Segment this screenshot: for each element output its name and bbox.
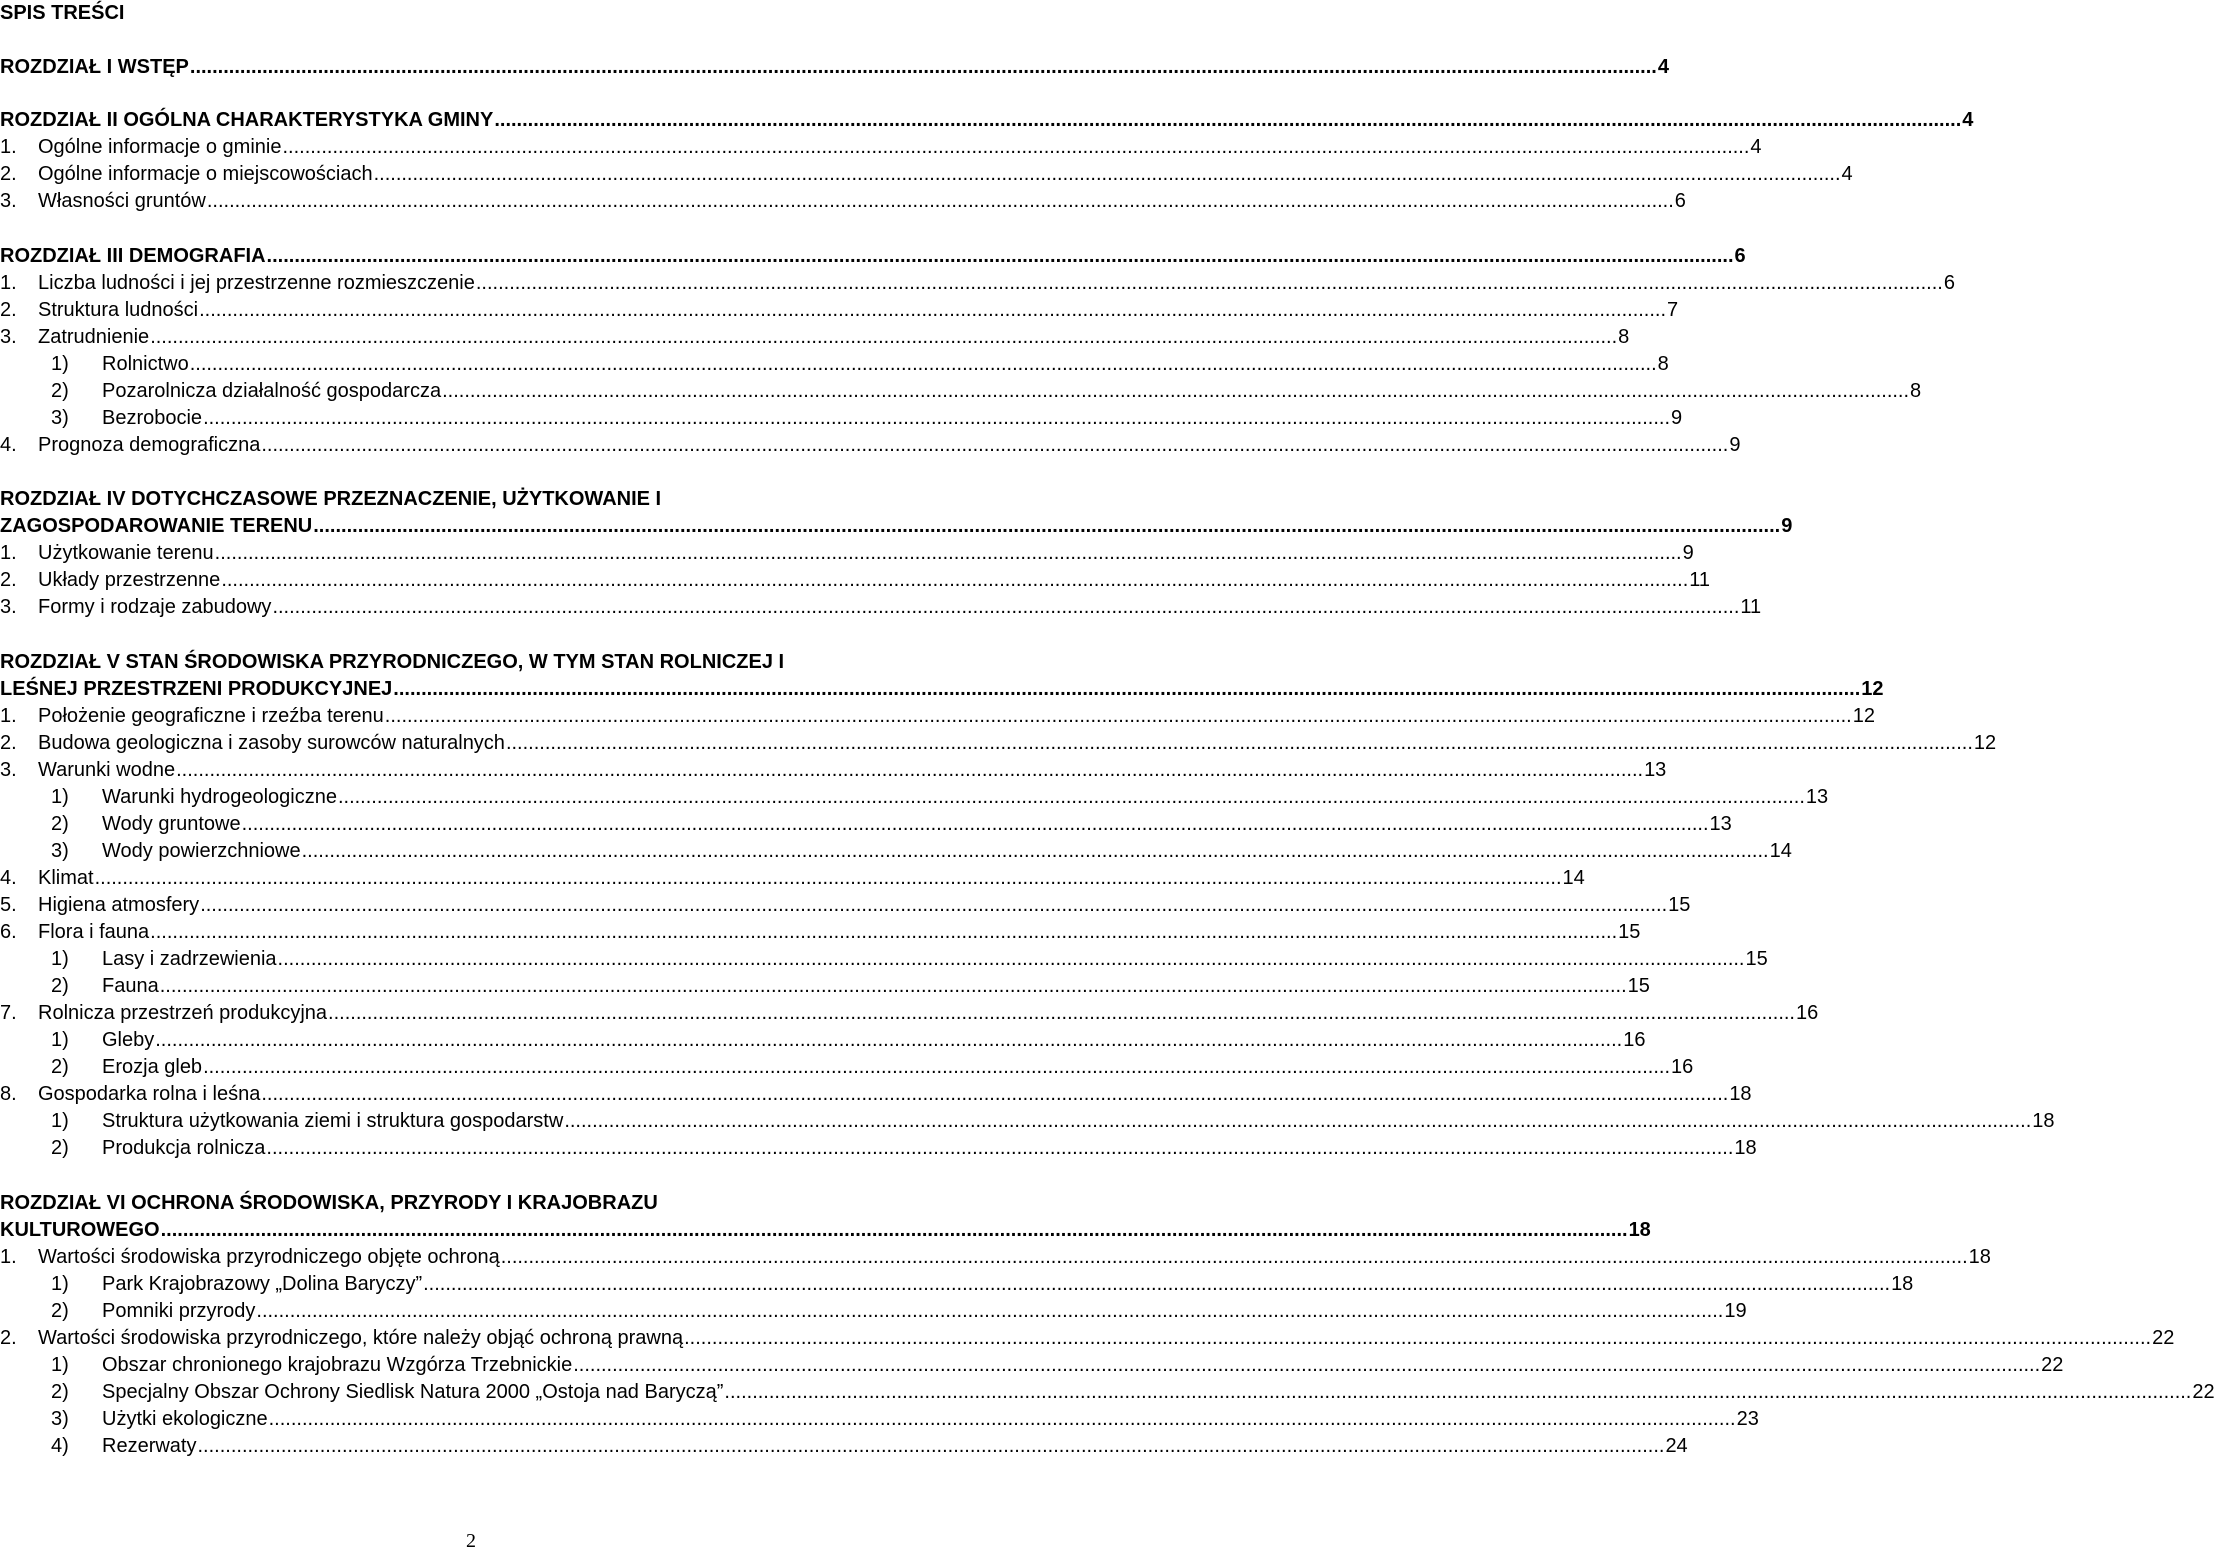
entry-number: 1)	[51, 948, 69, 970]
entry-title: Pozarolnicza działalność gospodarcza	[102, 380, 442, 402]
entry-title: ROZDZIAŁ I WSTĘP	[0, 56, 189, 78]
entry-page-number: 9	[1682, 542, 1694, 564]
toc-entry[interactable]	[0, 1244, 1991, 1270]
entry-title: Ogólne informacje o gminie	[38, 136, 282, 158]
entry-title: Gleby	[102, 1029, 155, 1051]
entry-title: Rolnictwo	[102, 353, 189, 375]
entry-title: Własności gruntów	[38, 190, 206, 212]
entry-page-number: 12	[1973, 732, 1997, 754]
dot-leader	[203, 1054, 1670, 1080]
entry-title: Wartości środowiska przyrodniczego, które należy objąć ochroną prawną	[38, 1327, 684, 1349]
entry-number: 2.	[0, 569, 17, 591]
toc-entry[interactable]	[0, 134, 1762, 160]
toc-entry[interactable]	[0, 1000, 1819, 1026]
toc-entry[interactable]	[0, 1054, 1694, 1080]
entry-number: 2)	[51, 813, 69, 835]
entry-page-number: 23	[1736, 1408, 1759, 1430]
toc-entry[interactable]	[0, 161, 1853, 187]
entry-page-number: 16	[1795, 1002, 1819, 1024]
entry-page-number: 4	[1841, 163, 1853, 185]
dot-leader	[190, 351, 1657, 377]
toc-entry[interactable]	[0, 919, 1641, 945]
dot-leader	[197, 1433, 1664, 1459]
toc-entry[interactable]	[0, 1081, 1752, 1107]
chapter-heading-line: ROZDZIAŁ IV DOTYCHCZASOWE PRZEZNACZENIE, UŻYTKOWANIE I	[0, 488, 662, 510]
toc-entry[interactable]	[0, 973, 1650, 999]
dot-leader	[269, 1406, 1736, 1432]
entry-number: 1)	[51, 353, 69, 375]
entry-page-number: 4	[1657, 56, 1669, 78]
entry-title: ROZDZIAŁ II OGÓLNA CHARAKTERYSTYKA GMINY	[0, 109, 494, 131]
entry-page-number: 11	[1689, 569, 1711, 591]
entry-number: 3.	[0, 759, 17, 781]
entry-title: Warunki hydrogeologiczne	[102, 786, 337, 808]
entry-page-number: 4	[1750, 136, 1762, 158]
entry-title: Park Krajobrazowy „Dolina Baryczy”	[102, 1273, 423, 1295]
toc-entry[interactable]	[0, 1433, 1688, 1459]
entry-title: ZAGOSPODAROWANIE TERENU	[0, 515, 313, 537]
entry-number: 2.	[0, 299, 17, 321]
entry-number: 1.	[0, 272, 17, 294]
entry-title: Wody powierzchniowe	[102, 840, 301, 862]
entry-number: 4)	[51, 1435, 69, 1457]
page-number: 2	[466, 1530, 476, 1552]
entry-number: 3)	[51, 1408, 69, 1430]
entry-page-number: 12	[1852, 705, 1875, 727]
entry-number: 1.	[0, 542, 17, 564]
entry-number: 1)	[51, 1029, 69, 1051]
entry-title: Obszar chronionego krajobrazu Wzgórza Trzebnickie	[102, 1354, 573, 1376]
dot-leader	[190, 54, 1657, 80]
dot-leader	[302, 838, 1769, 864]
toc-entry[interactable]	[0, 946, 1768, 972]
entry-title: Zatrudnienie	[38, 326, 150, 348]
entry-page-number: 6	[1943, 272, 1955, 294]
entry-page-number: 15	[1618, 921, 1641, 943]
entry-number: 5.	[0, 894, 17, 916]
entry-page-number: 4	[1962, 109, 1974, 131]
toc-entry[interactable]	[0, 405, 1683, 431]
entry-title: Użytki ekologiczne	[102, 1408, 268, 1430]
dot-leader	[242, 811, 1709, 837]
toc-chapter-entry[interactable]	[0, 513, 1793, 539]
toc-heading: SPIS TREŚCI	[0, 2, 125, 24]
toc-entry[interactable]	[0, 730, 1997, 756]
entry-page-number: 18	[1729, 1083, 1752, 1105]
dot-leader	[476, 270, 1943, 296]
entry-title: Struktura użytkowania ziemi i struktura gospodarstw	[102, 1110, 564, 1132]
entry-title: Układy przestrzenne	[38, 569, 221, 591]
dot-leader	[160, 973, 1627, 999]
entry-title: Erozja gleb	[102, 1056, 203, 1078]
entry-page-number: 14	[1562, 867, 1585, 889]
entry-title: Wartości środowiska przyrodniczego objęte ochroną	[38, 1246, 500, 1268]
toc-entry[interactable]	[0, 297, 1679, 323]
dot-leader	[215, 540, 1682, 566]
dot-leader	[423, 1271, 1890, 1297]
toc-entry[interactable]	[0, 811, 1732, 837]
toc-entry[interactable]	[0, 1135, 1757, 1161]
entry-page-number: 16	[1623, 1029, 1646, 1051]
dot-leader	[338, 784, 1805, 810]
entry-page-number: 18	[1734, 1137, 1757, 1159]
entry-page-number: 19	[1724, 1300, 1747, 1322]
dot-leader	[150, 919, 1617, 945]
entry-title: Produkcja rolnicza	[102, 1137, 266, 1159]
entry-title: ROZDZIAŁ III DEMOGRAFIA	[0, 245, 266, 267]
entry-page-number: 15	[1745, 948, 1768, 970]
entry-number: 3.	[0, 326, 17, 348]
dot-leader	[501, 1244, 1968, 1270]
entry-title: Ogólne informacje o miejscowościach	[38, 163, 373, 185]
entry-title: Liczba ludności i jej przestrzenne rozmieszczenie	[38, 272, 475, 294]
entry-number: 1.	[0, 1246, 17, 1268]
entry-title: Rezerwaty	[102, 1435, 197, 1457]
entry-page-number: 22	[2041, 1354, 2064, 1376]
entry-number: 2)	[51, 1056, 69, 1078]
entry-number: 2)	[51, 1300, 69, 1322]
entry-page-number: 14	[1769, 840, 1792, 862]
chapter-heading-line: ROZDZIAŁ V STAN ŚRODOWISKA PRZYRODNICZEGO, W TYM STAN ROLNICZEJ I	[0, 651, 785, 673]
entry-page-number: 13	[1709, 813, 1732, 835]
dot-leader	[203, 405, 1670, 431]
entry-page-number: 8	[1618, 326, 1630, 348]
entry-page-number: 9	[1671, 407, 1683, 429]
entry-number: 1.	[0, 705, 17, 727]
toc-entry[interactable]	[0, 1271, 1914, 1297]
dot-leader	[724, 1379, 2191, 1405]
dot-leader	[573, 1352, 2040, 1378]
toc-entry[interactable]	[0, 432, 1741, 458]
entry-title: Rolnicza przestrzeń produkcyjna	[38, 1002, 328, 1024]
dot-leader	[282, 134, 1749, 160]
toc-chapter-entry[interactable]	[0, 676, 1884, 702]
entry-title: Flora i fauna	[38, 921, 150, 943]
toc-entry[interactable]	[0, 838, 1792, 864]
toc-entry[interactable]	[0, 1298, 1747, 1324]
toc-entry[interactable]	[0, 594, 1762, 620]
entry-title: Budowa geologiczna i zasoby surowców naturalnych	[38, 732, 505, 754]
entry-page-number: 11	[1740, 596, 1762, 618]
dot-leader	[155, 1027, 1622, 1053]
entry-page-number: 9	[1781, 515, 1793, 537]
entry-page-number: 22	[2152, 1327, 2175, 1349]
toc-entry[interactable]	[0, 188, 1686, 214]
toc-entry[interactable]	[0, 351, 1669, 377]
toc-entry[interactable]	[0, 270, 1955, 296]
entry-title: Formy i rodzaje zabudowy	[38, 596, 272, 618]
entry-number: 2.	[0, 732, 17, 754]
entry-title: Pomniki przyrody	[102, 1300, 256, 1322]
entry-page-number: 6	[1674, 190, 1686, 212]
entry-page-number: 13	[1805, 786, 1829, 808]
entry-number: 2)	[51, 380, 69, 402]
toc-entry[interactable]	[0, 784, 1829, 810]
entry-page-number: 8	[1910, 380, 1922, 402]
entry-title: Położenie geograficzne i rzeźba terenu	[38, 705, 384, 727]
dot-leader	[176, 757, 1643, 783]
entry-page-number: 18	[1891, 1273, 1914, 1295]
entry-number: 2)	[51, 975, 69, 997]
toc-entry[interactable]	[0, 892, 1691, 918]
dot-leader	[161, 1217, 1628, 1243]
entry-page-number: 22	[2192, 1381, 2215, 1403]
entry-number: 3)	[51, 840, 69, 862]
dot-leader	[374, 161, 1841, 187]
entry-number: 3.	[0, 190, 17, 212]
entry-number: 2)	[51, 1381, 69, 1403]
entry-number: 7.	[0, 1002, 17, 1024]
toc-entry[interactable]	[0, 1352, 2064, 1378]
toc-entry[interactable]	[0, 1027, 1646, 1053]
dot-leader	[221, 567, 1688, 593]
dot-leader	[256, 1298, 1723, 1324]
dot-leader	[506, 730, 1973, 756]
dot-leader	[95, 865, 1562, 891]
toc-entry[interactable]	[0, 1379, 2215, 1405]
dot-leader	[207, 188, 1674, 214]
toc-chapter-entry[interactable]	[0, 107, 1974, 133]
dot-leader	[267, 243, 1734, 269]
entry-page-number: 7	[1667, 299, 1679, 321]
dot-leader	[684, 1325, 2151, 1351]
entry-page-number: 8	[1657, 353, 1669, 375]
entry-page-number: 18	[1968, 1246, 1991, 1268]
entry-page-number: 16	[1671, 1056, 1694, 1078]
dot-leader	[272, 594, 1739, 620]
dot-leader	[442, 378, 1909, 404]
dot-leader	[266, 1135, 1733, 1161]
entry-page-number: 15	[1627, 975, 1650, 997]
dot-leader	[328, 1000, 1795, 1026]
toc-entry[interactable]	[0, 1108, 2055, 1134]
entry-title: Klimat	[38, 867, 94, 889]
dot-leader	[199, 297, 1666, 323]
dot-leader	[313, 513, 1780, 539]
toc-entry[interactable]	[0, 324, 1630, 350]
toc-chapter-entry[interactable]	[0, 1217, 1651, 1243]
entry-title: Specjalny Obszar Ochrony Siedlisk Natura 2000 „Ostoja nad Baryczą”	[102, 1381, 724, 1403]
entry-page-number: 13	[1644, 759, 1667, 781]
entry-number: 1.	[0, 136, 17, 158]
toc-entry[interactable]	[0, 865, 1585, 891]
entry-title: Higiena atmosfery	[38, 894, 200, 916]
dot-leader	[564, 1108, 2031, 1134]
entry-number: 3)	[51, 407, 69, 429]
entry-page-number: 6	[1734, 245, 1746, 267]
toc-entry[interactable]	[0, 567, 1711, 593]
entry-title: Bezrobocie	[102, 407, 203, 429]
dot-leader	[278, 946, 1745, 972]
entry-title: Lasy i zadrzewienia	[102, 948, 277, 970]
entry-number: 8.	[0, 1083, 17, 1105]
entry-page-number: 18	[2032, 1110, 2055, 1132]
entry-number: 1)	[51, 1354, 69, 1376]
entry-title: Gospodarka rolna i leśna	[38, 1083, 261, 1105]
entry-title: LEŚNEJ PRZESTRZENI PRODUKCYJNEJ	[0, 678, 393, 700]
toc-entry[interactable]	[0, 1406, 1759, 1432]
entry-page-number: 15	[1668, 894, 1691, 916]
toc-entry[interactable]	[0, 1325, 2175, 1351]
entry-number: 1)	[51, 1110, 69, 1132]
entry-title: Warunki wodne	[38, 759, 176, 781]
entry-number: 4.	[0, 867, 17, 889]
toc-chapter-entry[interactable]	[0, 54, 1669, 80]
entry-number: 3.	[0, 596, 17, 618]
entry-title: Fauna	[102, 975, 159, 997]
entry-number: 2)	[51, 1137, 69, 1159]
entry-page-number: 18	[1628, 1219, 1651, 1241]
entry-number: 2.	[0, 163, 17, 185]
entry-title: Wody gruntowe	[102, 813, 241, 835]
dot-leader	[494, 107, 1961, 133]
entry-page-number: 12	[1861, 678, 1884, 700]
toc-entry[interactable]	[0, 378, 1922, 404]
toc-entry[interactable]	[0, 540, 1694, 566]
entry-page-number: 9	[1729, 434, 1741, 456]
dot-leader	[261, 432, 1728, 458]
dot-leader	[385, 703, 1852, 729]
entry-page-number: 24	[1665, 1435, 1688, 1457]
entry-title: Struktura ludności	[38, 299, 199, 321]
toc-entry[interactable]	[0, 757, 1667, 783]
toc-entry[interactable]	[0, 703, 1875, 729]
entry-number: 6.	[0, 921, 17, 943]
dot-leader	[200, 892, 1667, 918]
chapter-heading-line: ROZDZIAŁ VI OCHRONA ŚRODOWISKA, PRZYRODY I KRAJOBRAZU	[0, 1192, 658, 1214]
dot-leader	[261, 1081, 1728, 1107]
dot-leader	[393, 676, 1860, 702]
entry-number: 1)	[51, 786, 69, 808]
entry-number: 2.	[0, 1327, 17, 1349]
entry-number: 1)	[51, 1273, 69, 1295]
entry-title: KULTUROWEGO	[0, 1219, 160, 1241]
entry-title: Prognoza demograficzna	[38, 434, 261, 456]
entry-number: 4.	[0, 434, 17, 456]
dot-leader	[150, 324, 1617, 350]
toc-chapter-entry[interactable]	[0, 243, 1746, 269]
entry-title: Użytkowanie terenu	[38, 542, 214, 564]
